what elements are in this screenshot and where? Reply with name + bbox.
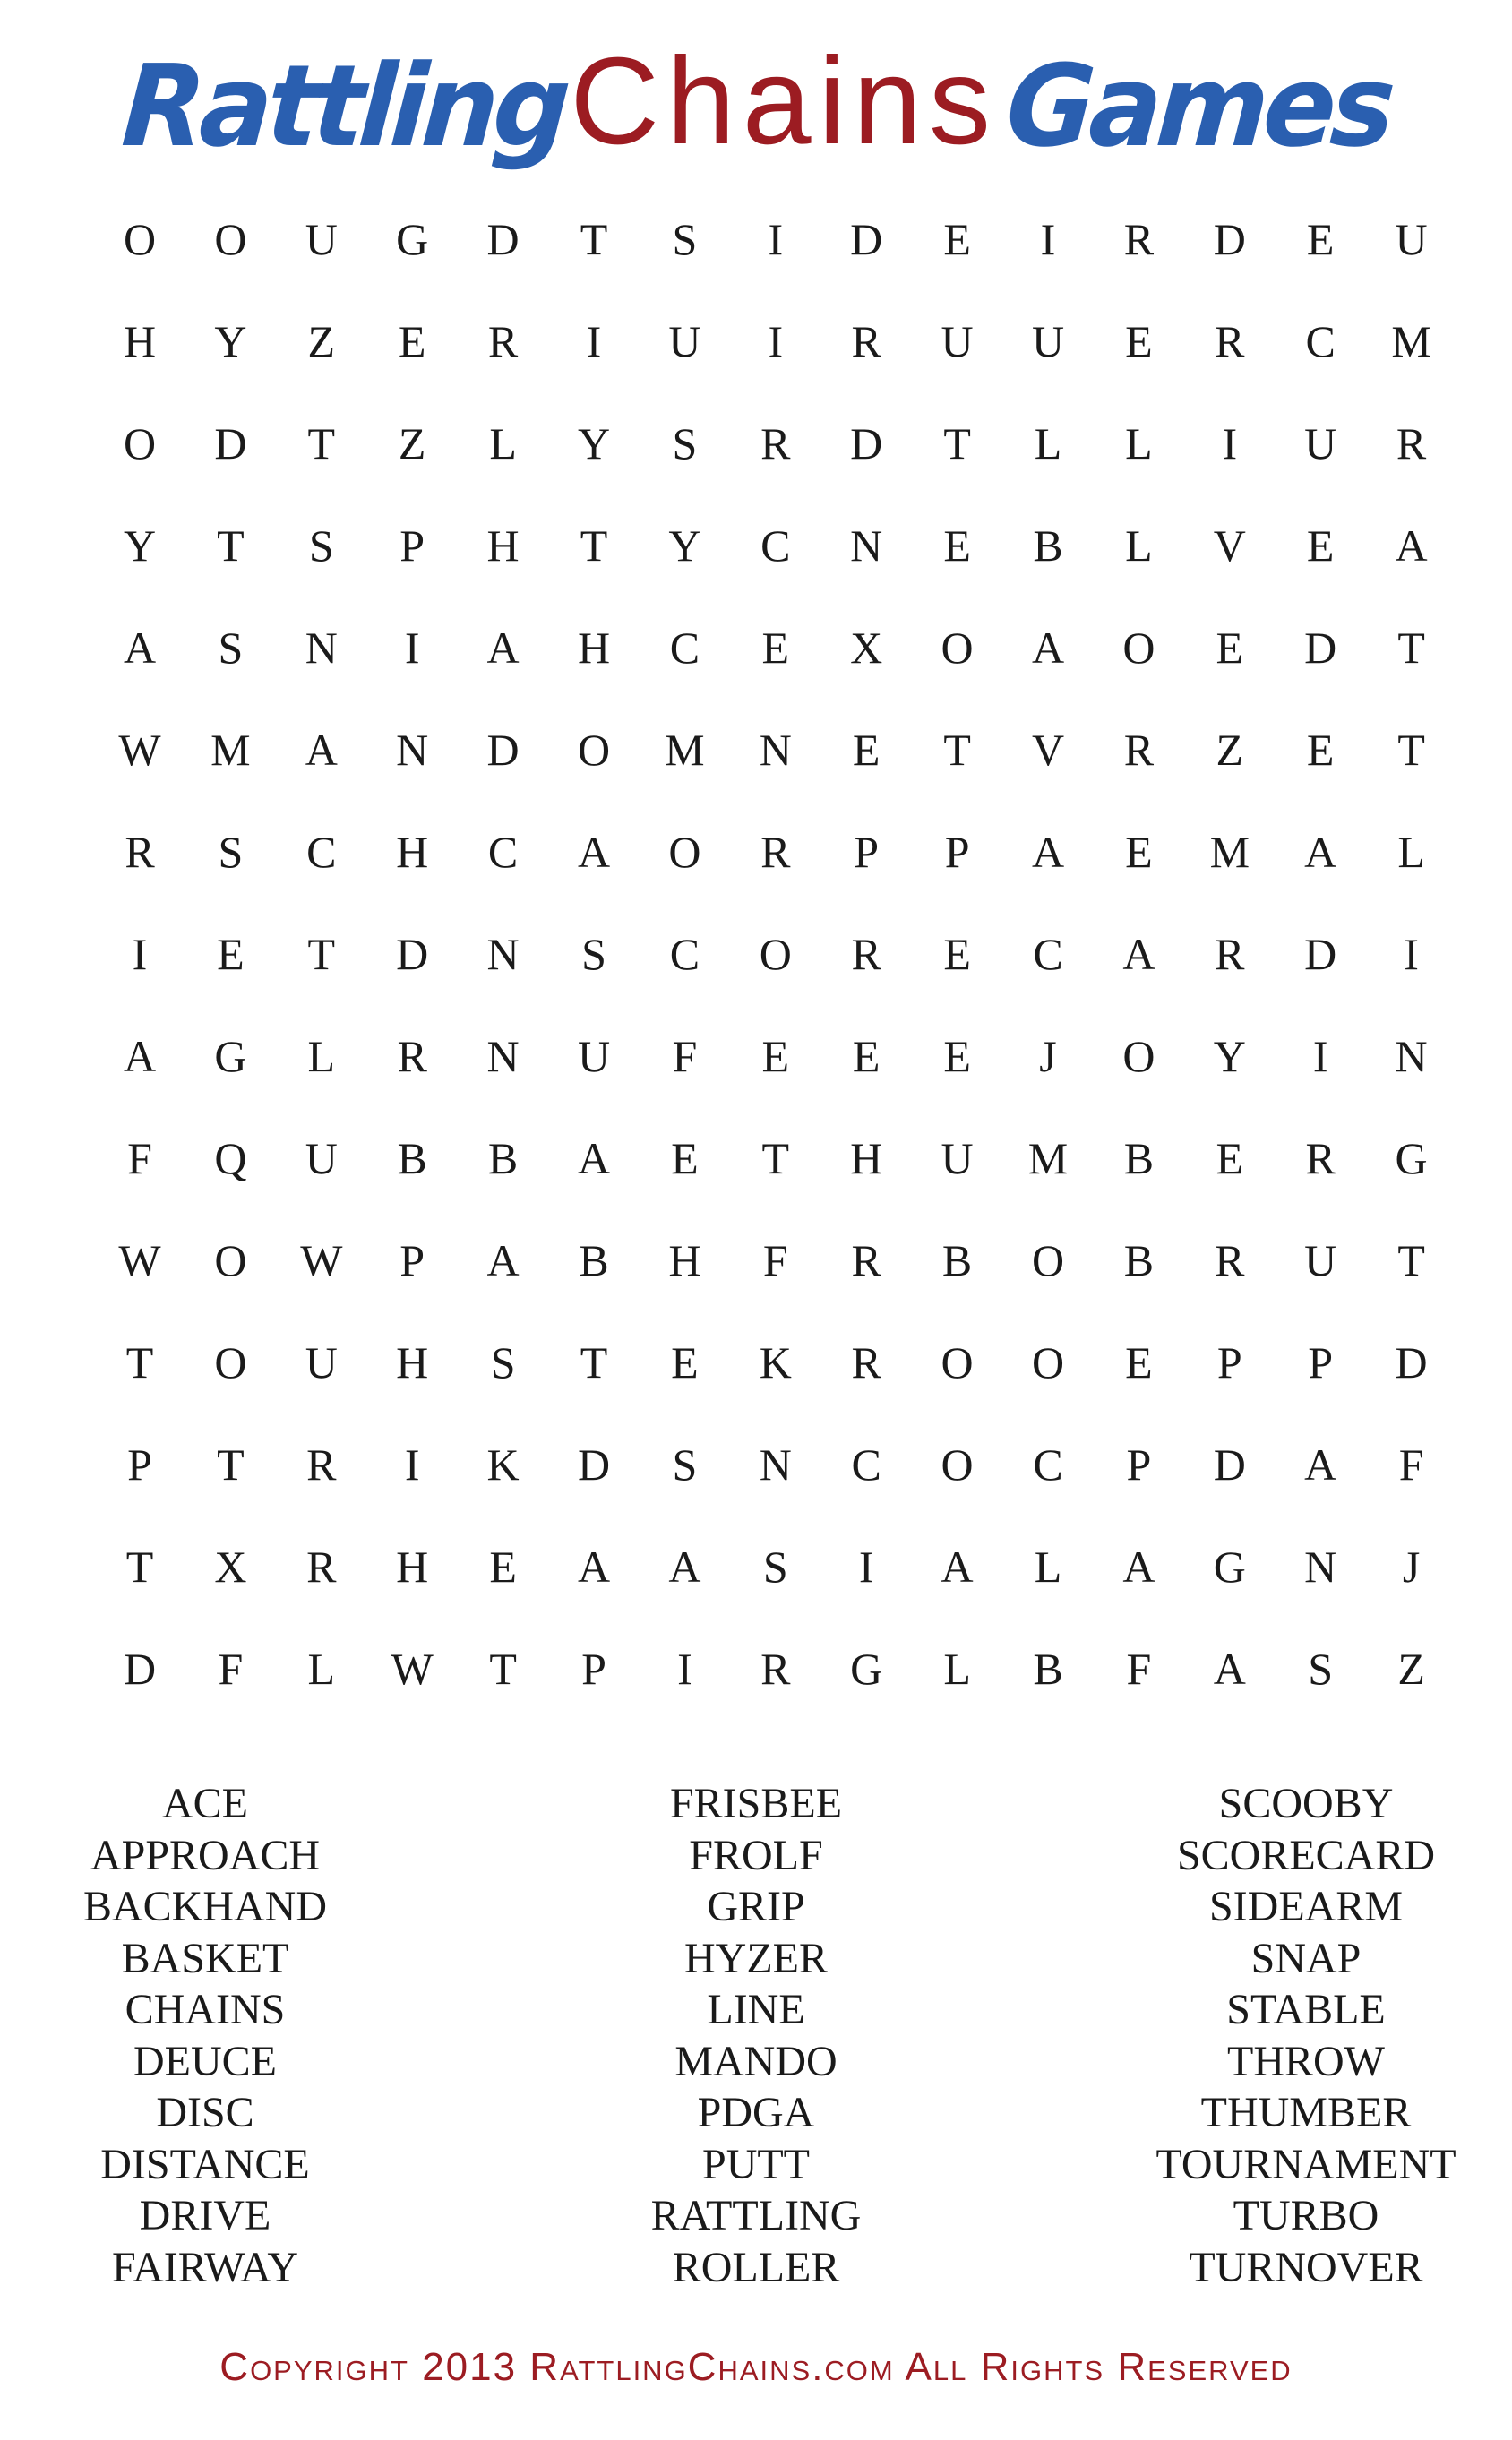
title-brand-rattling: Rattling	[117, 41, 570, 173]
grid-letter: R	[397, 1031, 427, 1081]
grid-letter: E	[1125, 316, 1153, 366]
grid-letter: T	[943, 418, 971, 468]
grid-letter: N	[850, 520, 883, 571]
grid-letter: E	[852, 725, 881, 775]
word-list-item: FROLF	[689, 1831, 823, 1879]
grid-row	[107, 597, 1425, 699]
grid-letter: F	[218, 1644, 244, 1694]
grid-letter: E	[761, 623, 790, 673]
grid-letter: T	[125, 1542, 154, 1592]
grid-letter: D	[577, 1439, 611, 1490]
grid-letter: U	[577, 1031, 611, 1081]
grid-letter: F	[127, 1133, 152, 1183]
word-list-item: ACE	[162, 1780, 248, 1827]
grid-letter: S	[218, 623, 244, 673]
grid-letter: X	[850, 623, 883, 673]
grid-letter: P	[399, 520, 425, 571]
grid-letter: W	[118, 725, 161, 775]
grid-row	[107, 1107, 1428, 1209]
grid-letter: T	[1397, 1235, 1425, 1285]
grid-row	[107, 903, 1419, 1005]
grid-letter: U	[1304, 418, 1337, 468]
grid-row	[107, 188, 1428, 290]
grid-letter: I	[1040, 214, 1056, 264]
grid-letter: O	[214, 214, 247, 264]
grid-letter: L	[307, 1031, 336, 1081]
grid-letter: R	[760, 827, 791, 877]
grid-letter: C	[1305, 316, 1336, 366]
grid-letter: E	[1216, 623, 1244, 673]
grid-letter: O	[214, 1235, 247, 1285]
grid-letter: O	[941, 623, 974, 673]
grid-letter: L	[1034, 418, 1062, 468]
grid-letter: S	[308, 520, 334, 571]
grid-letter: H	[486, 520, 520, 571]
grid-letter: S	[581, 929, 606, 979]
grid-letter: F	[1126, 1644, 1152, 1694]
grid-letter: A	[486, 1235, 520, 1285]
grid-letter: R	[851, 929, 881, 979]
grid-letter: R	[760, 1644, 791, 1694]
grid-letter: A	[941, 1542, 974, 1592]
grid-letter: E	[1216, 1133, 1244, 1183]
grid-letter: H	[850, 1133, 883, 1183]
grid-letter: O	[577, 725, 611, 775]
grid-letter: I	[404, 1439, 420, 1490]
grid-letter: M	[210, 725, 251, 775]
grid-letter: D	[1304, 623, 1337, 673]
word-list-item: DISTANCE	[100, 2140, 310, 2188]
word-search-grid	[107, 188, 1431, 1720]
word-list-item: BACKHAND	[82, 1883, 327, 1930]
word-list-item: THUMBER	[1200, 2089, 1412, 2136]
grid-letter: R	[125, 827, 155, 877]
grid-letter: L	[307, 1644, 336, 1694]
grid-letter: A	[1122, 929, 1155, 979]
grid-letter: E	[1306, 214, 1335, 264]
grid-letter: D	[214, 418, 247, 468]
grid-letter: N	[396, 725, 429, 775]
word-list-item: BASKET	[121, 1934, 289, 1982]
grid-letter: I	[768, 214, 784, 264]
grid-row	[107, 494, 1428, 597]
grid-letter: I	[677, 1644, 692, 1694]
grid-letter: Z	[398, 418, 426, 468]
page-title	[0, 32, 1512, 173]
grid-letter: O	[941, 1337, 974, 1388]
grid-letter: B	[1123, 1235, 1155, 1285]
grid-letter: G	[1213, 1542, 1246, 1592]
grid-letter: L	[489, 418, 517, 468]
grid-letter: H	[577, 623, 611, 673]
grid-letter: U	[941, 1133, 974, 1183]
grid-letter: I	[768, 316, 784, 366]
grid-letter: O	[668, 827, 701, 877]
word-list-item: RATTLING	[650, 2192, 862, 2239]
grid-letter: A	[577, 827, 611, 877]
grid-letter: B	[579, 1235, 609, 1285]
grid-letter: E	[1125, 827, 1153, 877]
grid-letter: S	[490, 1337, 516, 1388]
grid-letter: D	[1304, 929, 1337, 979]
grid-letter: G	[850, 1644, 883, 1694]
grid-letter: Y	[577, 418, 611, 468]
grid-letter: A	[1304, 1439, 1337, 1490]
word-list-item: GRIP	[707, 1883, 805, 1930]
grid-letter: T	[217, 520, 245, 571]
grid-letter: K	[486, 1439, 520, 1490]
grid-letter: W	[300, 1235, 343, 1285]
word-list-item: LINE	[707, 1986, 805, 2033]
grid-letter: S	[672, 214, 698, 264]
word-list-column-3	[1055, 1778, 1512, 2293]
grid-letter: T	[580, 1337, 608, 1388]
grid-letter: T	[943, 725, 971, 775]
grid-letter: B	[487, 1133, 519, 1183]
grid-letter: T	[761, 1133, 790, 1183]
grid-letter: N	[759, 1439, 792, 1490]
grid-letter: H	[123, 316, 157, 366]
grid-letter: Y	[123, 520, 157, 571]
grid-letter: D	[123, 1644, 157, 1694]
grid-letter: M	[1027, 1133, 1069, 1183]
grid-row	[107, 392, 1427, 494]
grid-letter: D	[850, 418, 883, 468]
word-list-item: DRIVE	[139, 2192, 271, 2239]
grid-letter: R	[306, 1439, 337, 1490]
grid-letter: Z	[307, 316, 336, 366]
word-list-item: TURBO	[1233, 2192, 1379, 2239]
grid-letter: I	[858, 1542, 874, 1592]
grid-letter: O	[759, 929, 792, 979]
word-list-item: STABLE	[1226, 1986, 1386, 2033]
grid-letter: R	[306, 1542, 337, 1592]
grid-letter: S	[218, 827, 244, 877]
grid-letter: S	[1308, 1644, 1334, 1694]
grid-letter: R	[1215, 316, 1245, 366]
grid-letter: O	[1031, 1235, 1065, 1285]
grid-letter: A	[1304, 827, 1337, 877]
grid-letter: U	[305, 1337, 338, 1388]
grid-letter: I	[404, 623, 420, 673]
grid-letter: Z	[1216, 725, 1244, 775]
grid-letter: R	[851, 1235, 881, 1285]
copyright-footer: Copyright 2013 RattlingChains.com All Rights Reserved	[219, 2345, 1293, 2389]
grid-letter: Y	[668, 520, 701, 571]
word-list-item: DEUCE	[133, 2037, 277, 2085]
grid-letter: P	[399, 1235, 425, 1285]
grid-row	[107, 1516, 1421, 1618]
grid-letter: A	[1031, 623, 1065, 673]
grid-letter: C	[306, 827, 337, 877]
grid-letter: P	[581, 1644, 606, 1694]
word-list-item: HYZER	[684, 1934, 828, 1982]
grid-letter: E	[943, 1031, 971, 1081]
word-list-item: CHAINS	[125, 1986, 286, 2033]
grid-letter: U	[305, 214, 338, 264]
grid-letter: N	[1304, 1542, 1337, 1592]
grid-letter: D	[396, 929, 429, 979]
grid-letter: P	[854, 827, 880, 877]
grid-letter: O	[1122, 623, 1155, 673]
grid-letter: R	[760, 418, 791, 468]
word-list-item: THROW	[1227, 2037, 1385, 2085]
word-list-column-2	[505, 1778, 1007, 2293]
grid-letter: E	[1306, 520, 1335, 571]
grid-letter: D	[1213, 1439, 1246, 1490]
grid-row	[107, 699, 1425, 801]
grid-letter: R	[851, 316, 881, 366]
grid-letter: A	[577, 1542, 611, 1592]
grid-letter: E	[398, 316, 426, 366]
word-list-item: SIDEARM	[1208, 1883, 1404, 1930]
word-list-item: FRISBEE	[669, 1780, 843, 1827]
grid-letter: Y	[1213, 1031, 1246, 1081]
grid-letter: O	[941, 1439, 974, 1490]
grid-row	[107, 290, 1431, 392]
grid-letter: M	[1209, 827, 1250, 877]
title-brand-games: Games	[1002, 41, 1395, 173]
grid-letter: T	[125, 1337, 154, 1388]
grid-letter: I	[1222, 418, 1238, 468]
grid-letter: U	[1031, 316, 1065, 366]
grid-row	[107, 1311, 1428, 1413]
grid-letter: C	[851, 1439, 881, 1490]
grid-letter: O	[1031, 1337, 1065, 1388]
grid-letter: T	[307, 418, 336, 468]
word-list-item: SNAP	[1250, 1934, 1362, 1982]
grid-letter: L	[1034, 1542, 1062, 1592]
grid-letter: S	[672, 1439, 698, 1490]
grid-letter: D	[1395, 1337, 1428, 1388]
grid-letter: B	[1123, 1133, 1155, 1183]
grid-row	[107, 1413, 1424, 1516]
grid-letter: T	[580, 520, 608, 571]
grid-letter: D	[486, 214, 520, 264]
grid-letter: F	[672, 1031, 698, 1081]
grid-letter: I	[132, 929, 148, 979]
grid-row	[107, 1005, 1428, 1107]
grid-letter: M	[665, 725, 705, 775]
grid-row	[107, 801, 1425, 903]
grid-letter: H	[396, 1542, 429, 1592]
grid-row	[107, 1209, 1425, 1311]
grid-letter: D	[486, 725, 520, 775]
grid-letter: R	[851, 1337, 881, 1388]
grid-letter: E	[943, 929, 971, 979]
grid-letter: E	[761, 1031, 790, 1081]
grid-letter: C	[1033, 929, 1063, 979]
word-list-item: DISC	[156, 2089, 254, 2136]
grid-letter: A	[123, 1031, 157, 1081]
grid-letter: C	[669, 623, 700, 673]
grid-letter: I	[1404, 929, 1419, 979]
grid-letter: A	[1213, 1644, 1246, 1694]
grid-letter: W	[118, 1235, 161, 1285]
grid-letter: Q	[214, 1133, 247, 1183]
grid-letter: U	[305, 1133, 338, 1183]
grid-letter: C	[1033, 1439, 1063, 1490]
grid-letter: A	[486, 623, 520, 673]
grid-letter: I	[1312, 1031, 1328, 1081]
grid-letter: H	[396, 827, 429, 877]
grid-letter: W	[391, 1644, 434, 1694]
grid-letter: E	[217, 929, 245, 979]
grid-letter: L	[1125, 520, 1153, 571]
grid-letter: T	[1397, 623, 1425, 673]
grid-letter: P	[127, 1439, 152, 1490]
word-list-item: PDGA	[697, 2089, 815, 2136]
grid-letter: E	[489, 1542, 517, 1592]
grid-letter: B	[1033, 520, 1063, 571]
grid-letter: J	[1039, 1031, 1057, 1081]
grid-letter: A	[1122, 1542, 1155, 1592]
grid-letter: E	[671, 1337, 699, 1388]
grid-letter: C	[669, 929, 700, 979]
grid-letter: E	[671, 1133, 699, 1183]
grid-letter: T	[1397, 725, 1425, 775]
grid-letter: U	[941, 316, 974, 366]
grid-letter: E	[1125, 1337, 1153, 1388]
grid-letter: F	[762, 1235, 788, 1285]
grid-letter: O	[123, 214, 157, 264]
grid-row	[107, 1618, 1425, 1720]
grid-letter: F	[1398, 1439, 1424, 1490]
grid-letter: C	[487, 827, 519, 877]
grid-letter: I	[586, 316, 602, 366]
grid-letter: Z	[1397, 1644, 1425, 1694]
grid-letter: V	[1213, 520, 1246, 571]
grid-letter: P	[944, 827, 970, 877]
grid-letter: P	[1308, 1337, 1334, 1388]
grid-letter: G	[1395, 1133, 1428, 1183]
grid-letter: N	[305, 623, 338, 673]
grid-letter: R	[1215, 929, 1245, 979]
word-list-item: ROLLER	[672, 2243, 840, 2291]
grid-letter: T	[580, 214, 608, 264]
grid-letter: E	[1306, 725, 1335, 775]
word-list-item: MANDO	[674, 2037, 838, 2085]
grid-letter: A	[1031, 827, 1065, 877]
grid-letter: P	[1216, 1337, 1242, 1388]
title-chains: Chains	[570, 32, 998, 170]
grid-letter: A	[305, 725, 338, 775]
grid-letter: N	[486, 1031, 520, 1081]
grid-letter: D	[1213, 214, 1246, 264]
grid-letter: R	[1123, 214, 1155, 264]
grid-letter: T	[307, 929, 336, 979]
grid-letter: R	[1123, 725, 1155, 775]
grid-letter: X	[214, 1542, 247, 1592]
grid-letter: L	[1397, 827, 1425, 877]
grid-letter: L	[943, 1644, 971, 1694]
grid-letter: O	[1122, 1031, 1155, 1081]
grid-letter: T	[489, 1644, 517, 1694]
grid-letter: N	[1395, 1031, 1428, 1081]
grid-letter: B	[1033, 1644, 1063, 1694]
word-list-item: FAIRWAY	[111, 2243, 299, 2291]
grid-letter: M	[1391, 316, 1431, 366]
grid-letter: A	[123, 623, 157, 673]
grid-letter: B	[397, 1133, 427, 1183]
grid-letter: S	[762, 1542, 788, 1592]
grid-letter: C	[760, 520, 791, 571]
grid-letter: K	[759, 1337, 792, 1388]
grid-letter: S	[672, 418, 698, 468]
grid-letter: Y	[214, 316, 247, 366]
grid-letter: A	[668, 1542, 701, 1592]
grid-letter: U	[1395, 214, 1428, 264]
grid-letter: H	[396, 1337, 429, 1388]
grid-letter: R	[1215, 1235, 1245, 1285]
grid-letter: G	[396, 214, 429, 264]
grid-letter: E	[943, 520, 971, 571]
grid-letter: R	[1396, 418, 1427, 468]
word-list-column-1	[0, 1778, 456, 2293]
grid-letter: N	[486, 929, 520, 979]
grid-letter: B	[941, 1235, 973, 1285]
word-list-item: APPROACH	[90, 1831, 321, 1879]
grid-letter: U	[668, 316, 701, 366]
grid-letter: A	[577, 1133, 611, 1183]
grid-letter: H	[668, 1235, 701, 1285]
word-list-item: SCORECARD	[1176, 1831, 1436, 1879]
grid-letter: E	[943, 214, 971, 264]
grid-letter: J	[1402, 1542, 1421, 1592]
grid-letter: R	[487, 316, 519, 366]
word-list-item: SCOOBY	[1218, 1780, 1394, 1827]
grid-letter: T	[217, 1439, 245, 1490]
grid-letter: O	[123, 418, 157, 468]
word-list-item: TURNOVER	[1189, 2243, 1423, 2291]
grid-letter: V	[1031, 725, 1065, 775]
grid-letter: O	[214, 1337, 247, 1388]
grid-letter: N	[759, 725, 792, 775]
grid-letter: A	[1395, 520, 1428, 571]
word-list-item: TOURNAMENT	[1155, 2140, 1456, 2188]
grid-letter: E	[852, 1031, 881, 1081]
grid-letter: P	[1126, 1439, 1152, 1490]
grid-letter: D	[850, 214, 883, 264]
word-list-item: PUTT	[702, 2140, 810, 2188]
grid-letter: L	[1125, 418, 1153, 468]
grid-letter: R	[1305, 1133, 1336, 1183]
grid-letter: G	[214, 1031, 247, 1081]
grid-letter: U	[1304, 1235, 1337, 1285]
